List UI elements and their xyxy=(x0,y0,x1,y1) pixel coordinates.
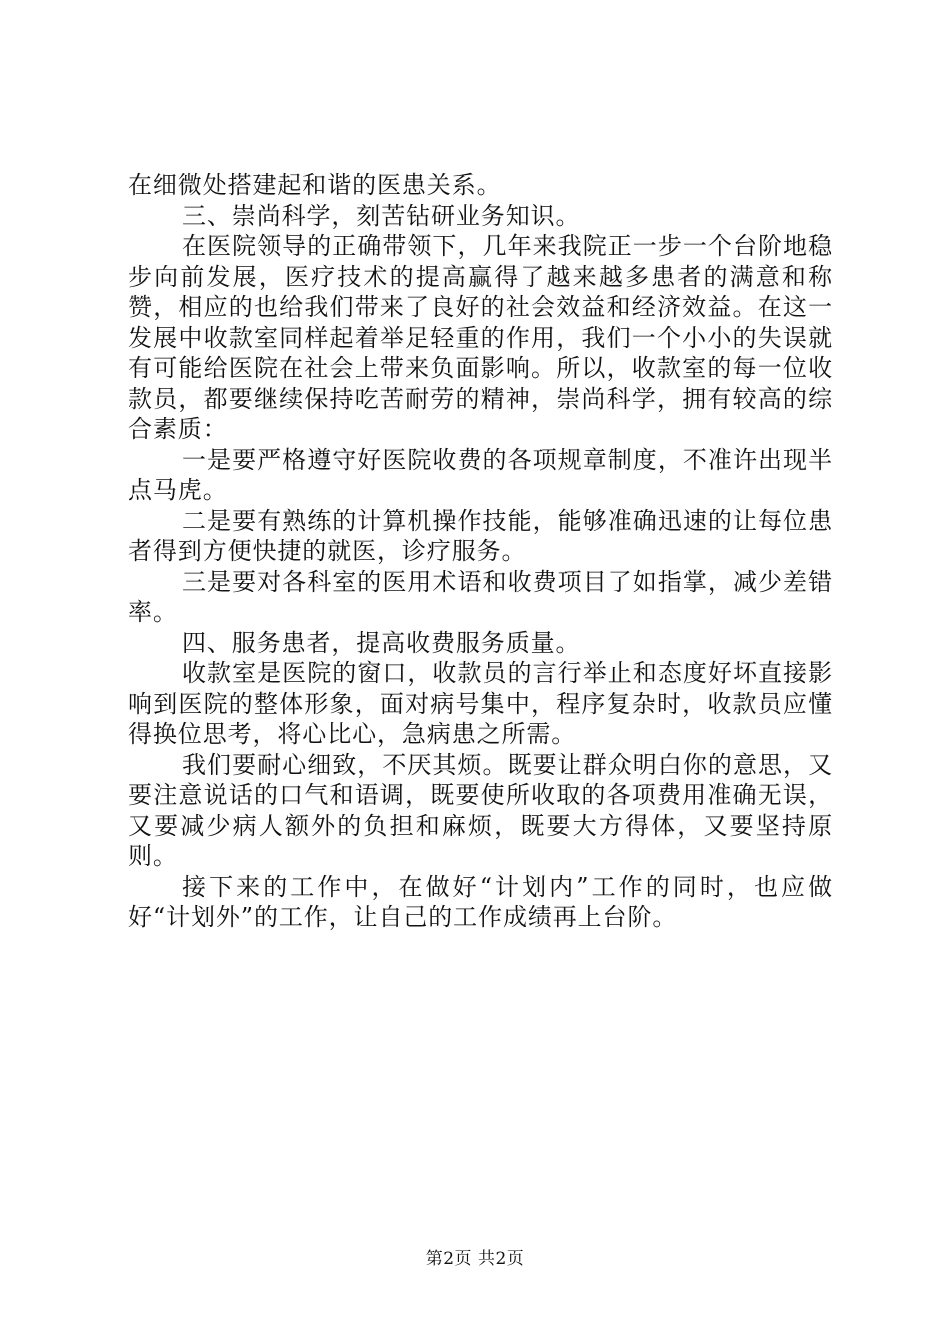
paragraph: 收款室是医院的窗口，收款员的言行举止和态度好坏直接影响到医院的整体形象，面对病号集中，程序复杂时，收款员应懂得换位思考，将心比心，急病患之所需。 xyxy=(128,659,833,748)
section-heading-4: 四、服务患者，提高收费服务质量。 xyxy=(182,628,581,657)
section-heading-3: 三、崇尚科学，刻苦钻研业务知识。 xyxy=(182,201,581,230)
paragraph: 我们要耐心细致，不厌其烦。既要让群众明白你的意思，又要注意说话的口气和语调，既要使所收取的各项费用准确无误，又要减少病人额外的负担和麻烦，既要大方得体，又要坚持原则。 xyxy=(128,750,833,870)
list-item-3: 三是要对各科室的医用术语和收费项目了如指掌，减少差错率。 xyxy=(128,567,833,626)
list-item-1: 一是要严格遵守好医院收费的各项规章制度，不准许出现半点马虎。 xyxy=(128,445,833,504)
list-item-2: 二是要有熟练的计算机操作技能，能够准确迅速的让每位患者得到方便快捷的就医，诊疗服务。 xyxy=(128,506,833,565)
paragraph-continuation: 在细微处搭建起和谐的医患关系。 xyxy=(128,171,502,199)
paragraph: 接下来的工作中，在做好“计划内”工作的同时，也应做好“计划外”的工作，让自己的工作成绩再上台阶。 xyxy=(128,872,833,931)
page-footer xyxy=(0,1244,950,1269)
paragraph: 在医院领导的正确带领下，几年来我院正一步一个台阶地稳步向前发展，医疗技术的提高赢得了越来越多患者的满意和称赞，相应的也给我们带来了良好的社会效益和经济效益。在这一发展中收款室同样起着举足轻重的作用，我们一个小小的失误就有可能给医院在社会上带来负面影响。所以，收款室的每一位收款员，都要继续保持吃苦耐劳的精神，崇尚科学，拥有较高的综合素质： xyxy=(128,232,833,443)
page-number-label: 第2页 共2页 xyxy=(425,1249,525,1269)
document-body xyxy=(128,170,833,933)
